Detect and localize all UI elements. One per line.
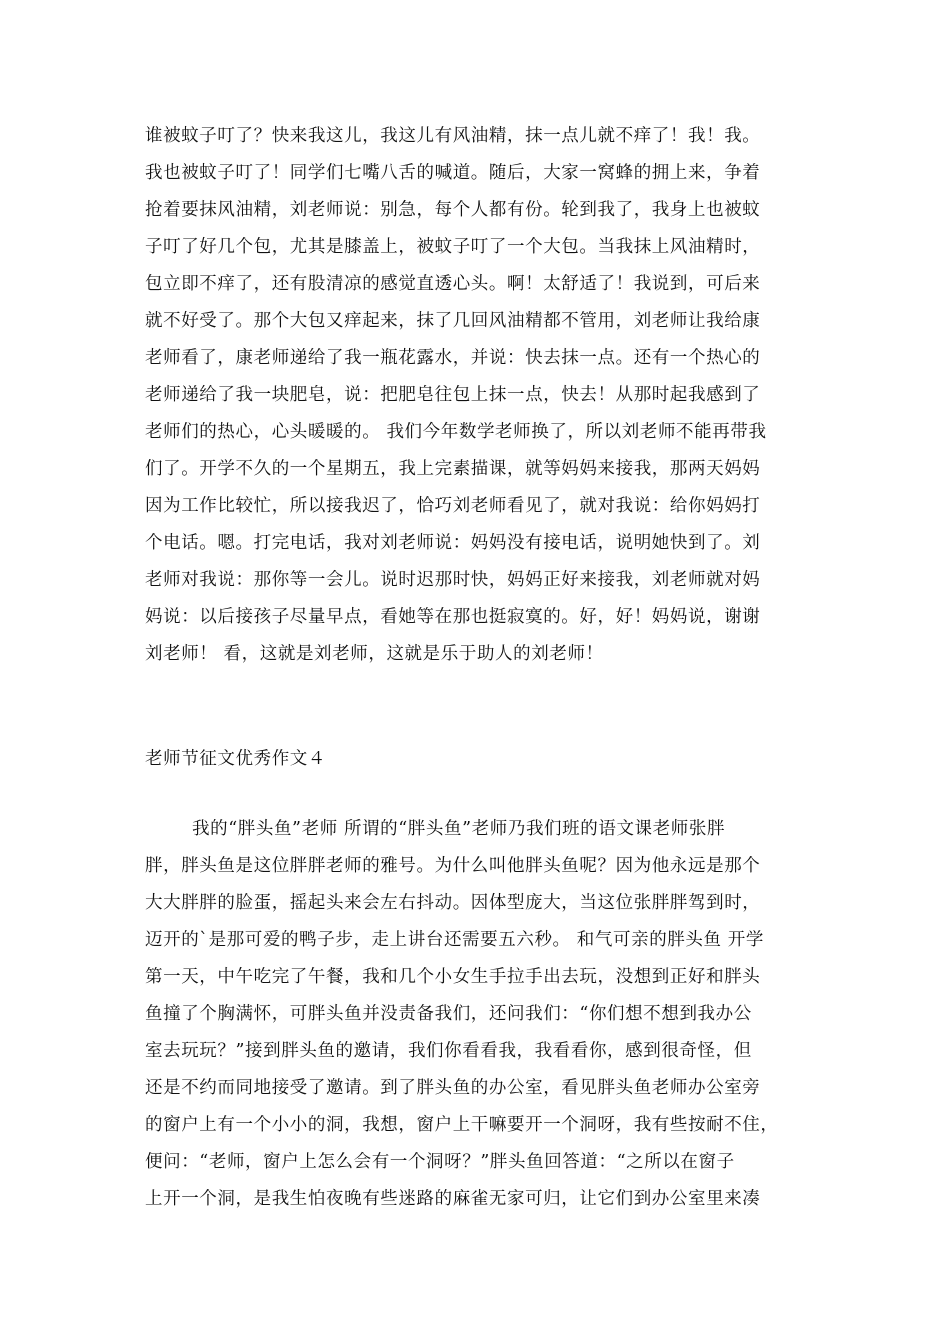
paragraph-line: 就不好受了。那个大包又痒起来，抹了几回风油精都不管用，刘老师让我给康 bbox=[145, 311, 761, 331]
paragraph-line: 大大胖胖的脸蛋，摇起头来会左右抖动。因体型庞大，当这位张胖胖驾到时， bbox=[145, 893, 761, 913]
paragraph-line: 迈开的`是那可爱的鸭子步，走上讲台还需要五六秒。 和气可亲的胖头鱼 开学 bbox=[145, 930, 764, 950]
paragraph-line: 便问：“老师，窗户上怎么会有一个洞呀？”胖头鱼回答道：“之所以在窗子 bbox=[145, 1152, 735, 1172]
paragraph-line: 抢着要抹风油精，刘老师说：别急，每个人都有份。轮到我了，我身上也被蚊 bbox=[145, 200, 761, 220]
paragraph-line: 的窗户上有一个小小的洞，我想，窗户上干嘛要开一个洞呀，我有些按耐不住， bbox=[145, 1115, 779, 1135]
paragraph-line: 胖，胖头鱼是这位胖胖老师的雅号。为什么叫他胖头鱼呢？因为他永远是那个 bbox=[145, 856, 761, 876]
paragraph-line: 还是不约而同地接受了邀请。到了胖头鱼的办公室，看见胖头鱼老师办公室旁 bbox=[145, 1078, 761, 1098]
paragraph-line: 因为工作比较忙，所以接我迟了，恰巧刘老师看见了，就对我说：给你妈妈打 bbox=[145, 496, 761, 516]
paragraph-line: 老师看了，康老师递给了我一瓶花露水，并说：快去抹一点。还有一个热心的 bbox=[145, 348, 761, 368]
paragraph-line: 们了。开学不久的一个星期五，我上完素描课，就等妈妈来接我，那两天妈妈 bbox=[145, 459, 761, 479]
paragraph-line: 室去玩玩？”接到胖头鱼的邀请，我们你看看我，我看看你，感到很奇怪，但 bbox=[145, 1041, 752, 1061]
paragraph-line: 包立即不痒了，还有股清凉的感觉直透心头。啊！太舒适了！我说到，可后来 bbox=[145, 274, 761, 294]
paragraph-line: 老师们的热心，心头暖暖的。 我们今年数学老师换了，所以刘老师不能再带我 bbox=[145, 422, 767, 442]
paragraph-line: 子叮了好几个包，尤其是膝盖上，被蚊子叮了一个大包。当我抹上风油精时， bbox=[145, 237, 761, 257]
paragraph-line: 个电话。嗯。打完电话，我对刘老师说：妈妈没有接电话，说明她快到了。刘 bbox=[145, 533, 761, 553]
paragraph-line: 谁被蚊子叮了？快来我这儿，我这儿有风油精，抹一点儿就不痒了！我！我。 bbox=[145, 126, 761, 146]
paragraph-line: 我的“胖头鱼”老师 所谓的“胖头鱼”老师乃我们班的语文课老师张胖 bbox=[192, 819, 726, 839]
paragraph-line: 老师递给了我一块肥皂，说：把肥皂往包上抹一点，快去！从那时起我感到了 bbox=[145, 385, 761, 405]
paragraph-line: 第一天，中午吃完了午餐，我和几个小女生手拉手出去玩，没想到正好和胖头 bbox=[145, 967, 761, 987]
paragraph-line: 鱼撞了个胸满怀，可胖头鱼并没责备我们，还问我们：“你们想不想到我办公 bbox=[145, 1004, 752, 1024]
section-title: 老师节征文优秀作文４ bbox=[145, 749, 326, 769]
paragraph-line: 妈说：以后接孩子尽量早点，看她等在那也挺寂寞的。好，好！妈妈说，谢谢 bbox=[145, 607, 761, 627]
paragraph-line: 刘老师！ 看，这就是刘老师，这就是乐于助人的刘老师！ bbox=[145, 644, 604, 664]
paragraph-line: 上开一个洞，是我生怕夜晚有些迷路的麻雀无家可归，让它们到办公室里来凑 bbox=[145, 1189, 761, 1209]
paragraph-line: 我也被蚊子叮了！同学们七嘴八舌的喊道。随后，大家一窝蜂的拥上来，争着 bbox=[145, 163, 761, 183]
paragraph-line: 老师对我说：那你等一会儿。说时迟那时快，妈妈正好来接我，刘老师就对妈 bbox=[145, 570, 761, 590]
